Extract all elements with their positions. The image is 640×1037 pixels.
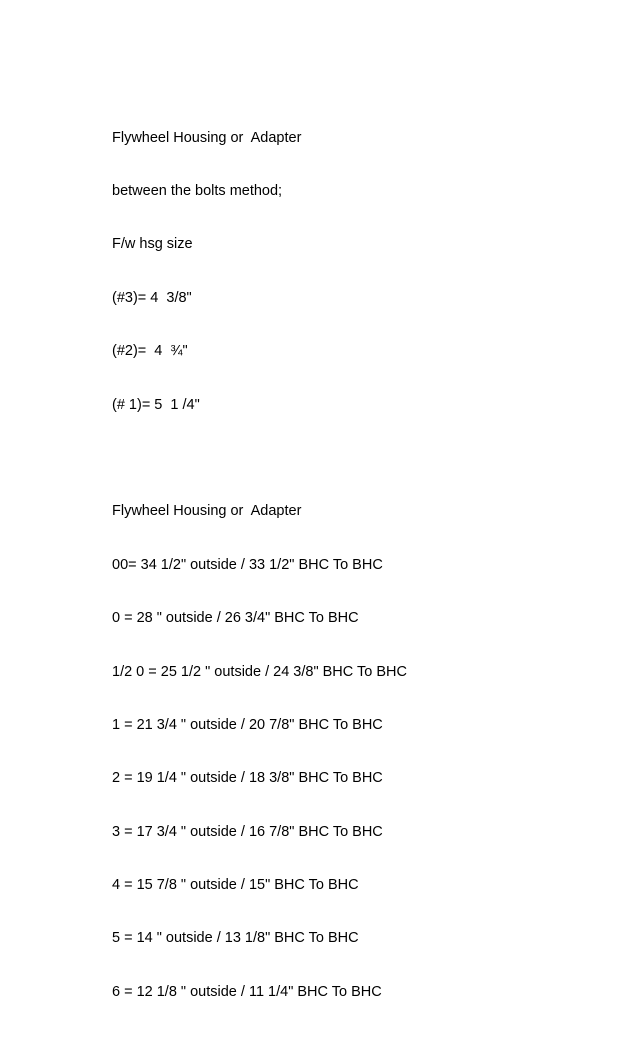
section2-line-size-0: 0 = 28 " outside / 26 3/4" BHC To BHC [112,610,359,627]
section2-line-size-3: 3 = 17 3/4 " outside / 16 7/8" BHC To BHC [112,823,383,840]
section2-line-size-00: 00= 34 1/2" outside / 33 1/2" BHC To BHC [112,556,383,573]
section1-line-title: Flywheel Housing or Adapter [112,129,302,146]
document-text [112,94,407,1037]
section1-line-method: between the bolts method; [112,182,283,199]
section2-line-size-5: 5 = 14 " outside / 13 1/8" BHC To BHC [112,930,359,947]
blank-line [112,450,407,468]
section2-line-size-2: 2 = 19 1/4 " outside / 18 3/8" BHC To BHC [112,770,383,787]
section2-line-size-half-0: 1/2 0 = 25 1/2 " outside / 24 3/8" BHC To BHC [112,663,407,680]
section2-line-size-4: 4 = 15 7/8 " outside / 15" BHC To BHC [112,877,359,894]
section1-line-size-1: (# 1)= 5 1 /4" [112,396,200,413]
section2-line-size-1: 1 = 21 3/4 " outside / 20 7/8" BHC To BHC [112,716,383,733]
section1-line-size-2: (#2)= 4 ¾" [112,343,188,360]
section2-line-title: Flywheel Housing or Adapter [112,503,302,520]
section1-line-size-3: (#3)= 4 3/8" [112,289,192,306]
section1-line-size-header: F/w hsg size [112,236,193,253]
section2-line-size-6: 6 = 12 1/8 " outside / 11 1/4" BHC To BHC [112,983,382,1000]
